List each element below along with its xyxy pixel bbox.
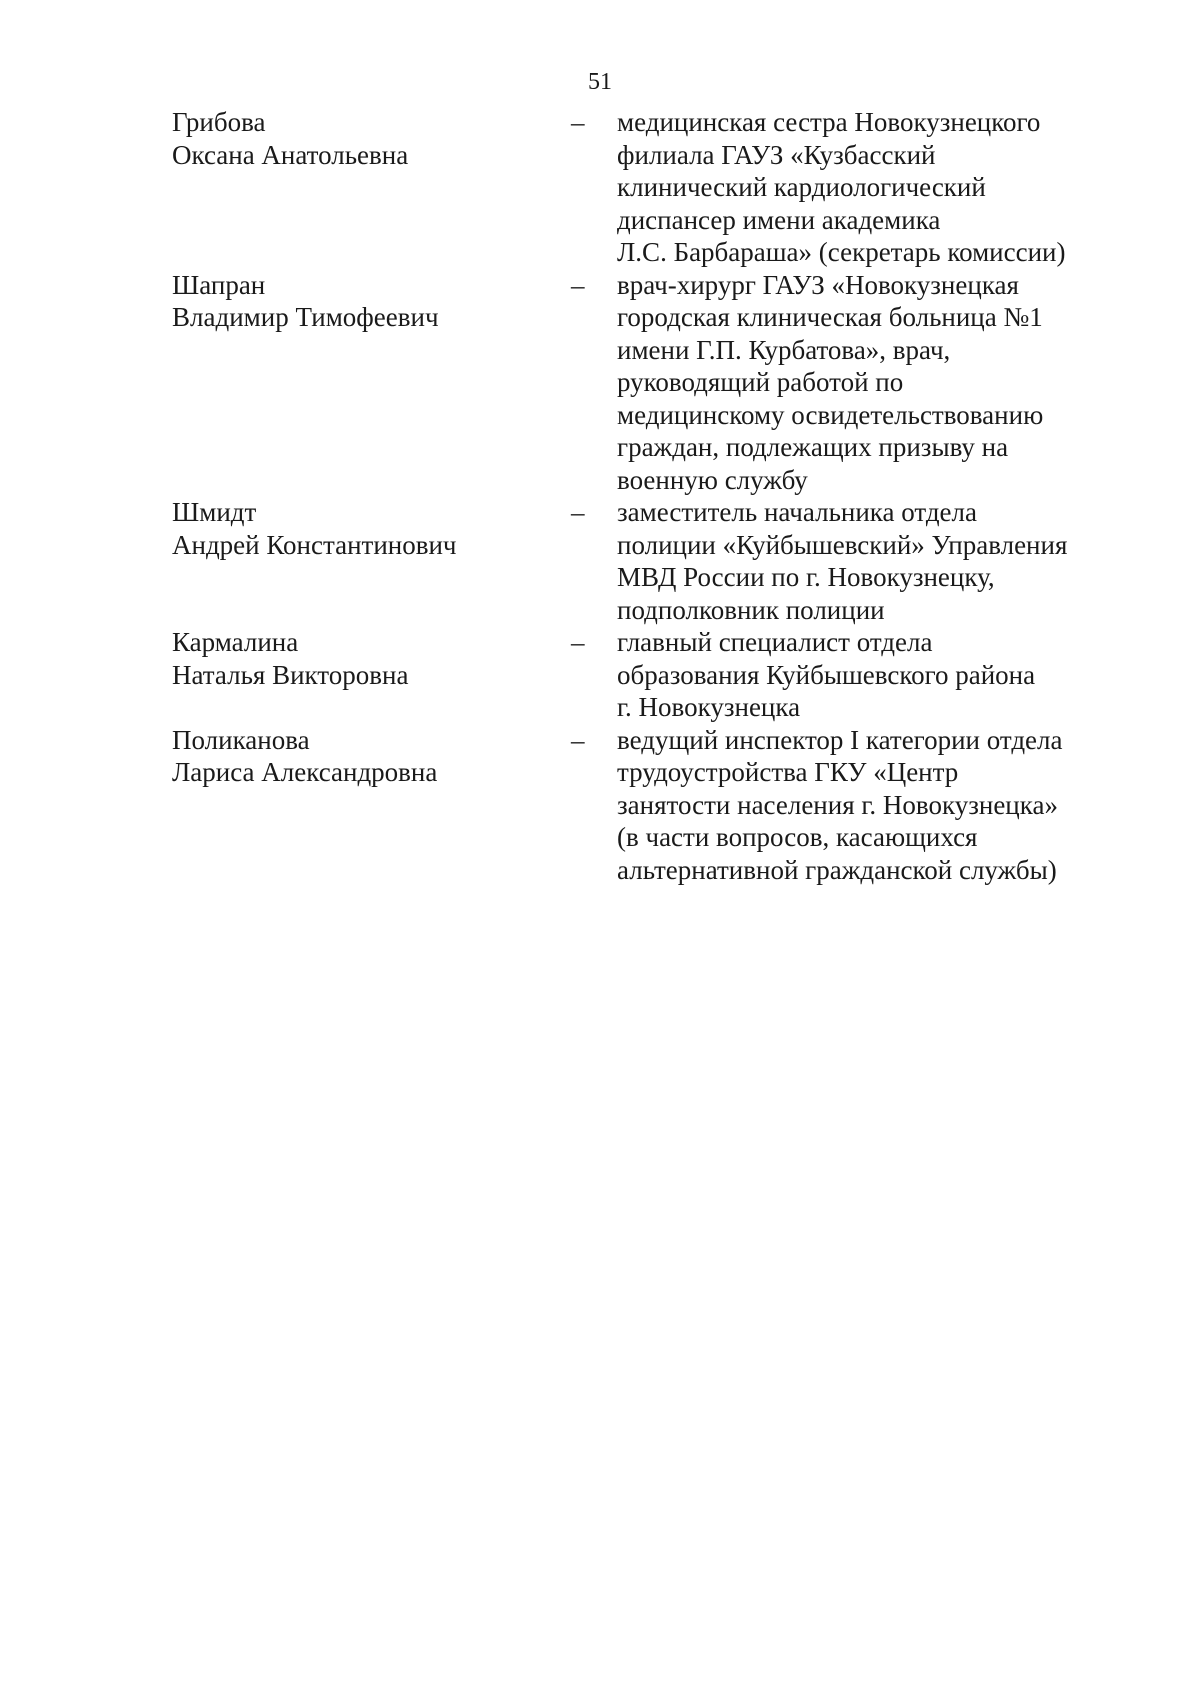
position-line: городская клиническая больница №1: [617, 302, 1043, 332]
member-surname: Шмидт: [172, 497, 257, 527]
member-position: [617, 106, 1197, 269]
position-line: образования Куйбышевского района: [617, 659, 1036, 690]
position-line: трудоустройства ГКУ «Центр: [617, 757, 959, 787]
position-line: граждан, подлежащих призыву на: [617, 432, 1009, 462]
member-position: [617, 724, 1197, 887]
position-line: подполковник полиции: [617, 594, 885, 625]
member-surname: Кармалина: [172, 627, 299, 657]
member-surname: Грибова: [172, 107, 266, 137]
position-line: врач-хирург ГАУЗ «Новокузнецкая: [617, 269, 1019, 300]
member-dash: –: [571, 497, 585, 527]
page-number: 51: [588, 69, 612, 95]
position-line: военную службу: [617, 464, 808, 495]
member-given-names: Наталья Викторовна: [172, 659, 409, 690]
member-dash: –: [571, 627, 585, 657]
member-entry: [0, 106, 1200, 269]
member-given-names: Лариса Александровна: [172, 757, 438, 787]
member-name: [172, 496, 552, 561]
member-position: [617, 626, 1197, 724]
position-line: клинический кардиологический: [617, 172, 986, 202]
member-dash: –: [571, 269, 585, 300]
member-dash: –: [571, 107, 585, 137]
member-surname: Поликанова: [172, 724, 310, 755]
member-entry: [0, 496, 1200, 626]
member-name: [172, 106, 552, 171]
member-position: [617, 496, 1197, 626]
member-dash: –: [571, 724, 585, 755]
commission-members-list: [0, 106, 1200, 886]
position-line: (в части вопросов, касающихся: [617, 822, 978, 852]
position-line: полиции «Куйбышевский» Управления: [617, 529, 1068, 560]
member-position: [617, 269, 1197, 497]
position-line: медицинскому освидетельствованию: [617, 399, 1044, 430]
position-line: имени Г.П. Курбатова», врач,: [617, 334, 951, 365]
member-given-names: Оксана Анатольевна: [172, 139, 409, 170]
position-line: заместитель начальника отдела: [617, 497, 977, 527]
member-name: [172, 269, 552, 334]
position-line: диспансер имени академика: [617, 204, 941, 235]
member-entry: [0, 724, 1200, 887]
member-surname: Шапран: [172, 269, 266, 300]
position-line: главный специалист отдела: [617, 627, 933, 657]
position-line: медицинская сестра Новокузнецкого: [617, 107, 1041, 137]
position-line: ведущий инспектор I категории отдела: [617, 724, 1063, 755]
position-line: Л.С. Барбараша» (секретарь комиссии): [617, 237, 1066, 267]
member-name: [172, 626, 552, 691]
member-given-names: Владимир Тимофеевич: [172, 302, 439, 332]
position-line: альтернативной гражданской службы): [617, 854, 1057, 885]
member-given-names: Андрей Константинович: [172, 529, 457, 560]
position-line: филиала ГАУЗ «Кузбасский: [617, 139, 936, 170]
position-line: занятости населения г. Новокузнецка»: [617, 789, 1058, 820]
member-entry: [0, 269, 1200, 497]
position-line: руководящий работой по: [617, 367, 904, 397]
member-entry: [0, 626, 1200, 724]
position-line: г. Новокузнецка: [617, 692, 801, 722]
position-line: МВД России по г. Новокузнецку,: [617, 562, 995, 592]
member-name: [172, 724, 552, 789]
